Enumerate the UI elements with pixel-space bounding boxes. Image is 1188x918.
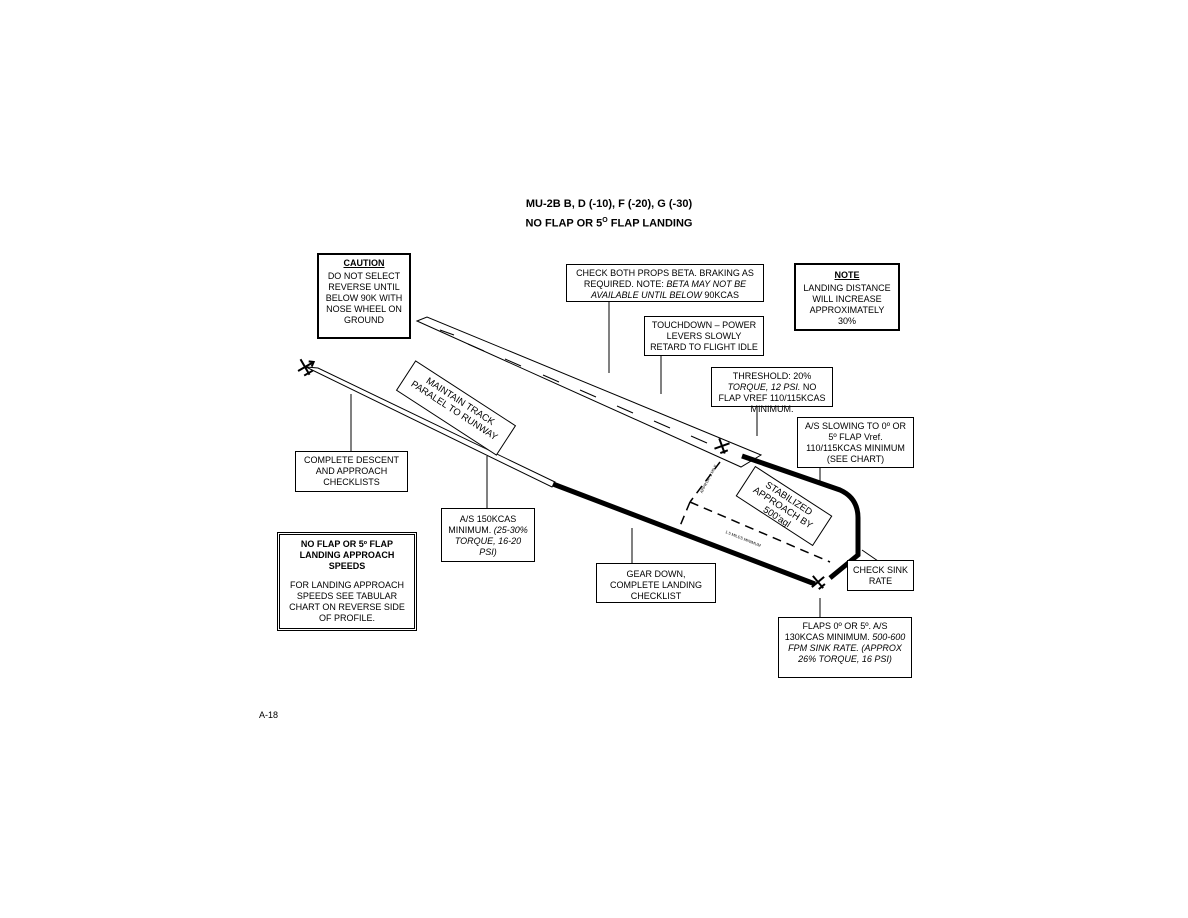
threshold-tail: NO FLAP VREF 110/115KCAS MINIMUM. bbox=[718, 382, 826, 414]
props-beta-tail: 90KCAS bbox=[701, 290, 739, 300]
props-beta-text: CHECK BOTH PROPS BETA. BRAKING AS REQUIRED. NOTE: bbox=[576, 268, 754, 289]
threshold-text: THRESHOLD: 20% bbox=[732, 371, 812, 381]
gear-text: GEAR DOWN, COMPLETE LANDING CHECKLIST bbox=[609, 569, 703, 601]
note-box bbox=[794, 263, 900, 331]
as150-box bbox=[441, 508, 535, 562]
slowing-box bbox=[797, 417, 914, 468]
approx-mile-label: APPROX. 1 MILE bbox=[698, 463, 718, 494]
descent-box bbox=[295, 451, 408, 492]
touchdown-text: TOUCHDOWN – POWER LEVERS SLOWLY RETARD TO FLIGHT IDLE bbox=[650, 320, 758, 352]
speeds-box bbox=[277, 532, 417, 631]
gear-box bbox=[596, 563, 716, 603]
flaps-box bbox=[778, 617, 912, 678]
note-heading: NOTE bbox=[834, 270, 860, 280]
caution-box bbox=[317, 253, 411, 339]
page-number: A-18 bbox=[259, 710, 279, 720]
threshold-italic: TORQUE, 12 PSI. bbox=[727, 382, 801, 392]
props-beta-box bbox=[566, 264, 764, 302]
miles-minimum-label: 1.5 MILES MINIMUM bbox=[724, 529, 762, 548]
title-line-2-post: FLAP LANDING bbox=[607, 217, 693, 230]
flaps-italic: 500-600 FPM SINK RATE. (APPROX 26% TORQUE, 16 PSI) bbox=[788, 632, 906, 664]
caution-text: DO NOT SELECT REVERSE UNTIL BELOW 90K WITH NOSE WHEEL ON GROUND bbox=[325, 271, 403, 325]
touchdown-box bbox=[644, 316, 764, 356]
speeds-text: FOR LANDING APPROACH SPEEDS SEE TABULAR CHART ON REVERSE SIDE OF PROFILE. bbox=[289, 580, 405, 623]
title-line-1: MU-2B B, D (-10), F (-20), G (-30) bbox=[525, 198, 693, 210]
slowing-text: A/S SLOWING TO 0º OR 5º FLAP Vref. 110/115KCAS MINIMUM (SEE CHART) bbox=[805, 421, 906, 464]
title-line-2-pre: NO FLAP OR 5 bbox=[525, 217, 603, 230]
speeds-heading: NO FLAP OR 5º FLAP LANDING APPROACH SPEEDS bbox=[299, 539, 395, 571]
as150-text: A/S 150KCAS MINIMUM. bbox=[448, 514, 517, 535]
airplane-icon-start bbox=[294, 354, 319, 379]
caution-heading: CAUTION bbox=[343, 258, 385, 268]
title-degree-sup: O bbox=[602, 217, 608, 224]
props-beta-italic: BETA MAY NOT BE AVAILABLE UNTIL BELOW bbox=[591, 279, 747, 300]
as150-italic: (25-30% TORQUE, 16-20 PSI) bbox=[454, 525, 528, 557]
threshold-box bbox=[711, 367, 833, 414]
maintain-track-label: MAINTAIN TRACK PARALEL TO RUNWAY bbox=[396, 360, 516, 456]
flaps-text: FLAPS 0º OR 5º. A/S 130KCAS MINIMUM. bbox=[784, 621, 888, 642]
sink-text: CHECK SINK RATE bbox=[852, 565, 908, 586]
sink-box bbox=[847, 560, 914, 591]
stabilized-approach-label: STABILIZED APPROACH BY 500'agl bbox=[736, 466, 833, 546]
note-text: LANDING DISTANCE WILL INCREASE APPROXIMATELY 30% bbox=[803, 283, 891, 326]
descent-text: COMPLETE DESCENT AND APPROACH CHECKLISTS bbox=[303, 455, 399, 487]
